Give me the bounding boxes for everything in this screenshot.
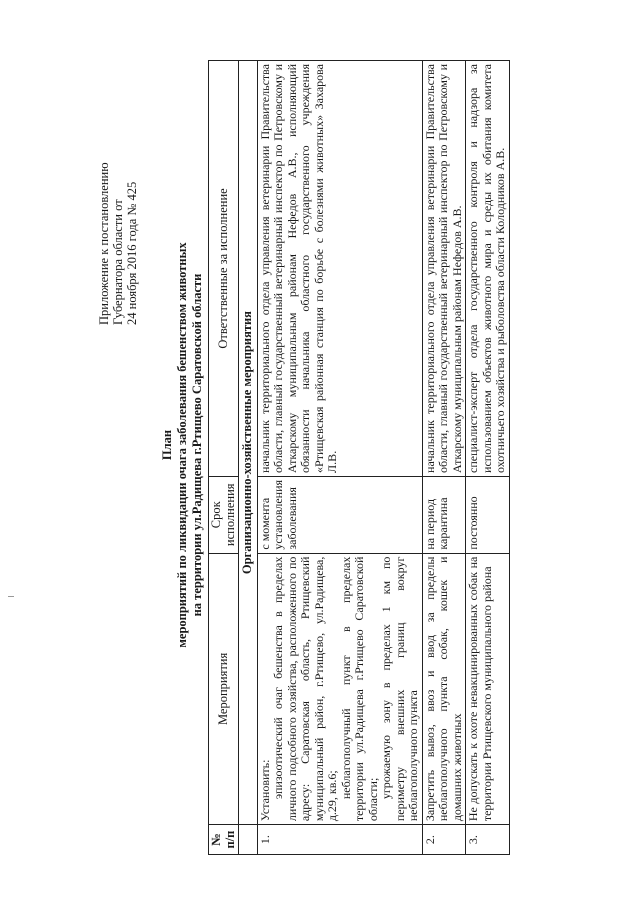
row-number: 1. [257,825,422,855]
header-event: Мероприятия [209,553,239,825]
title-line: План [160,429,174,461]
event-paragraph: Установить: [257,759,272,822]
appendix-block [97,35,139,325]
document-title [160,135,205,755]
row-responsible: специалист-эксперт отдела государственного контроля и надзора за использованием объектов животного мира и среды их обитания комитета охотничьего хозяйства и рыболовства области Колодников А.В. [466,61,510,477]
row-number: 3. [466,825,510,855]
row-event: Запретить вывоз, ввоз и ввод за пределы неблагополучного пункта собак, кошек и домашних животных [422,553,466,825]
row-number: 2. [422,825,466,855]
header-num-line: п/п [222,830,237,849]
row-responsible: начальник территориального отдела управления ветеринарии Правительства области, главный государственный ветеринарный инспектор по Петровскому и Аткарскому муниципальным районам Нефедов А.В. [422,61,466,477]
title-line: мероприятий по ликвидации очага заболевания бешенством животных [175,242,189,648]
appendix-line: Приложение к постановлению [97,162,111,325]
plan-table [208,60,510,855]
row-deadline: на период карантина [422,476,466,553]
appendix-line: Губернатора области от [111,199,125,325]
header-deadline: Срок исполнения [209,476,239,553]
table-row [257,61,422,855]
event-paragraph: эпизоотический очаг бешенства в пределах личного подсобного хозяйства, расположенного по адресу: Саратовская область, Ртищевский муниципальный район, г.Ртищево, ул.Радищева, д.29, кв.6; [271,556,339,822]
table-row [422,61,466,855]
event-paragraph: угрожаемую зону в пределах 1 км по периметру внешних границ вокруг неблагополучного пункта [379,556,420,822]
row-event [257,553,422,825]
event-paragraph: неблагополучный пункт в пределах территории ул.Радищева г.Ртищево Саратовской области; [338,556,380,822]
header-responsible: Ответственные за исполнение [209,61,239,477]
title-line: на территории ул.Радищева г.Ртищево Саратовской области [190,273,204,617]
header-row [209,61,239,855]
table-row [466,61,510,855]
row-event: Не допускать к охоте невакцинированных собак на территории Ртищевского муниципального района [466,553,510,825]
scan-mark [8,596,14,597]
row-deadline: с момента установления заболевания [257,476,422,553]
header-num [209,825,239,855]
row-deadline: постоянно [466,476,510,553]
appendix-line: 24 ноября 2016 года № 425 [125,181,139,325]
row-responsible: начальник территориального отдела управления ветеринарии Правительства области, главный государственный ветеринарный инспектор по Петровскому и Аткарскому муниципальным районам Нефедов А.В., исполняющий обязанности начальника областного государственного учреждения «Ртищевская районная станция по борьбе с болезнями животных» Захарова Л.В. [257,61,422,477]
section-title: Организационно-хозяйственные мероприятия [239,61,258,825]
header-num-line: № [209,833,223,846]
section-row [239,61,258,855]
